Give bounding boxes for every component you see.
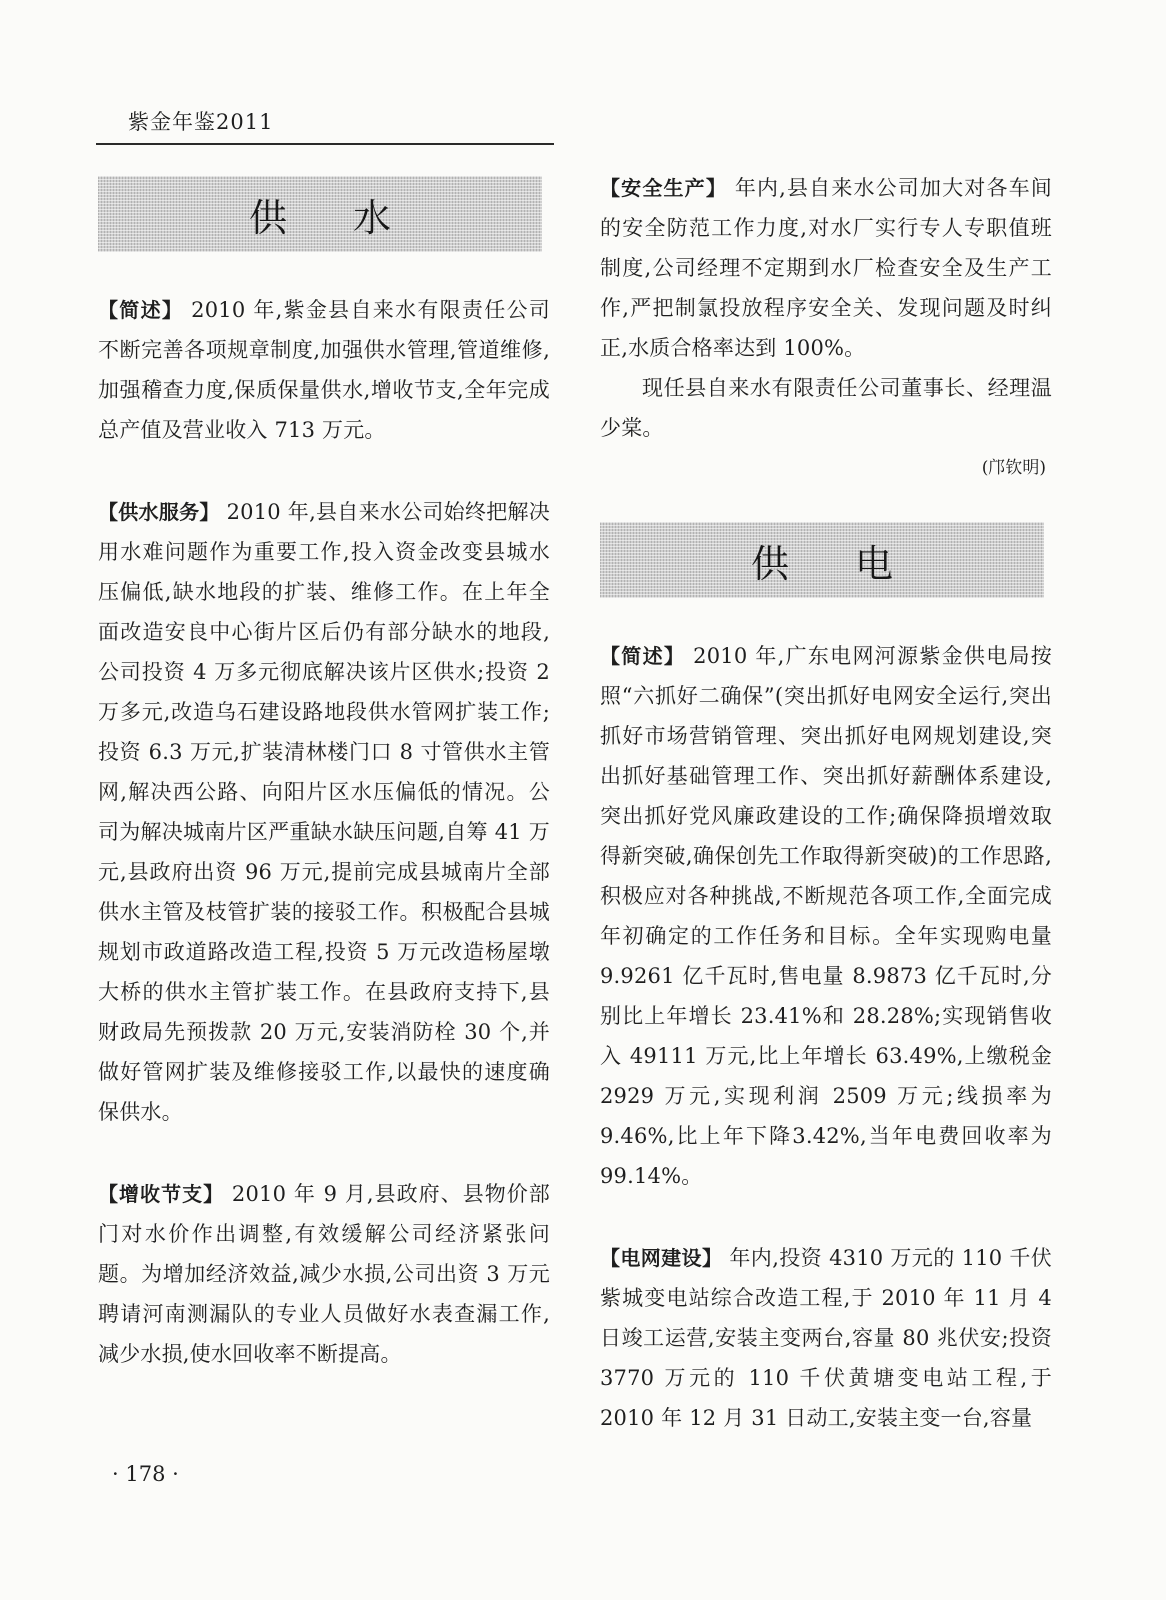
section-banner-water: 供水 — [98, 176, 542, 252]
paragraph-grid-construction — [600, 1238, 1052, 1438]
page-number: · 178 · — [112, 1462, 179, 1486]
entry-text: 年内,投资 4310 万元的 110 千伏紫城变电站综合改造工程,于 2010 年 11 月 4 日竣工运营,安装主变两台,容量 80 兆伏安;投资 3770 万元的 110 千伏黄塘变电站工程,于 2010 年 12 月 31 日动工,安装主变一台,容量 — [600, 1246, 1052, 1430]
entry-tag: 【电网建设】 — [600, 1246, 723, 1270]
entry-text: 2010 年,县自来水公司始终把解决用水难问题作为重要工作,投入资金改变县城水压偏低,缺水地段的扩装、维修工作。在上年全面改造安良中心街片区后仍有部分缺水的地段,公司投资 4 万多元彻底解决该片区供水;投资 2 万多元,改造乌石建设路地段供水管网扩装工作;投资 6.3 万元,扩装清林楼门口 8 寸管供水主管网,解决西公路、向阳片区水压偏低的情况。公司为解决城南片区严重缺水缺压问题,自筹 41 万元,县政府出资 96 万元,提前完成县城南片全部供水主管及枝管扩装的接驳工作。积极配合县城规划市政道路改造工程,投资 5 万元改造杨屋墩大桥的供水主管扩装工作。在县政府支持下,县财政局先预拨款 20 万元,安装消防栓 30 个,并做好管网扩装及维修接驳工作,以最快的速度确保供水。 — [98, 500, 550, 1124]
entry-text: 2010 年,紫金县自来水有限责任公司不断完善各项规章制度,加强供水管理,管道维修,加强稽查力度,保质保量供水,增收节支,全年完成总产值及营业收入 713 万元。 — [98, 298, 550, 442]
header-rule — [96, 143, 554, 145]
right-column — [600, 168, 1052, 1438]
entry-tag: 【安全生产】 — [600, 176, 727, 200]
section-banner-power: 供电 — [600, 522, 1044, 598]
paragraph-safety — [600, 168, 1052, 368]
author-credit: (邝钦明) — [981, 458, 1046, 478]
running-head: 紫金年鉴2011 — [128, 110, 274, 134]
paragraph-water-revenue — [98, 1174, 550, 1374]
entry-tag: 【简述】 — [600, 644, 686, 668]
paragraph-water-summary — [98, 290, 550, 450]
left-column — [98, 168, 550, 1374]
entry-tag: 【简述】 — [98, 298, 184, 322]
entry-text: 2010 年 9 月,县政府、县物价部门对水价作出调整,有效缓解公司经济紧张问题。为增加经济效益,减少水损,公司出资 3 万元聘请河南测漏队的专业人员做好水表查漏工作,减少水损,使水回收率不断提高。 — [98, 1182, 550, 1366]
paragraph-water-service — [98, 492, 550, 1132]
entry-tag: 【增收节支】 — [98, 1182, 225, 1206]
paragraph-leader: 现任县自来水有限责任公司董事长、经理温少棠。 — [600, 376, 1052, 440]
entry-tag: 【供水服务】 — [98, 500, 220, 524]
paragraph-power-summary — [600, 636, 1052, 1196]
entry-text: 年内,县自来水公司加大对各车间的安全防范工作力度,对水厂实行专人专职值班制度,公司经理不定期到水厂检查安全及生产工作,严把制氯投放程序安全关、发现问题及时纠正,水质合格率达到 100%。 — [600, 176, 1052, 360]
entry-text: 2010 年,广东电网河源紫金供电局按照“六抓好二确保”(突出抓好电网安全运行,突出抓好市场营销管理、突出抓好电网规划建设,突出抓好基础管理工作、突出抓好薪酬体系建设,突出抓好党风廉政建设的工作;确保降损增效取得新突破,确保创先工作取得新突破)的工作思路,积极应对各种挑战,不断规范各项工作,全面完成年初确定的工作任务和目标。全年实现购电量 9.9261 亿千瓦时,售电量 8.9873 亿千瓦时,分别比上年增长 23.41%和 28.28%;实现销售收入 49111 万元,比上年增长 63.49%,上缴税金 2929 万元,实现利润 2509 万元;线损率为 9.46%,比上年下降3.42%,当年电费回收率为 99.14%。 — [600, 644, 1052, 1188]
